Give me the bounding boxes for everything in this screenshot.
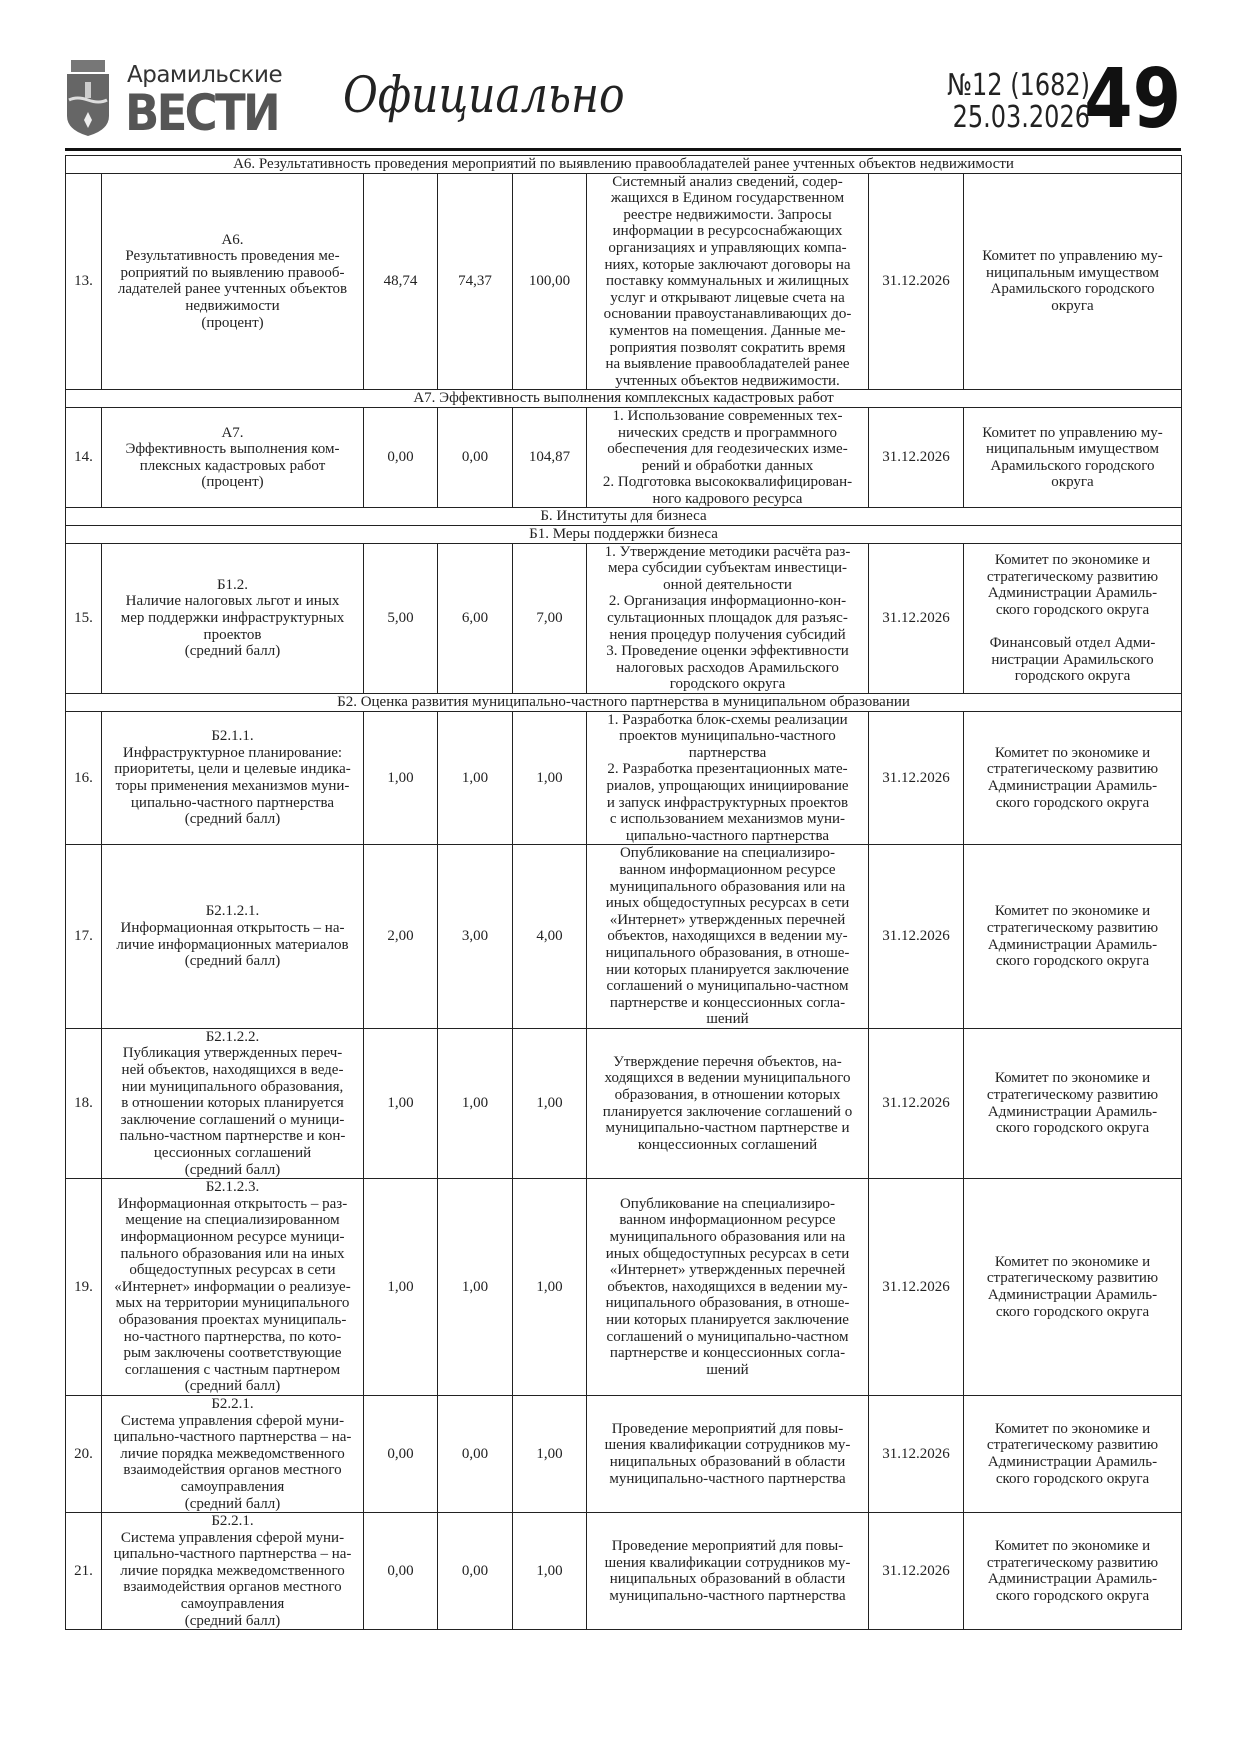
cell-action: 1. Разработка блок-схемы реализации проектов муниципально-частного партнерства 2. Разработка презентационных мате- риалов, упрощающих инициирование и запуск инфраструктурных проектов с использованием механизмов муни- ципально-частного партнерства (587, 711, 869, 845)
table-row (66, 173, 1182, 390)
cell-v1: 1,00 (364, 1028, 438, 1178)
cell-deadline: 31.12.2026 (869, 845, 964, 1029)
cell-v1: 2,00 (364, 845, 438, 1029)
issue-info (922, 70, 1090, 134)
page-number: 49 (1083, 52, 1181, 147)
cell-deadline: 31.12.2026 (869, 1028, 964, 1178)
cell-action: 1. Утверждение методики расчёта раз- мера субсидии субъектам инвестици- онной деятельности 2. Организация информационно-кон- сультационных площадок для разъяс- нения процедур получения субсидий 3. Проведение оценки эффективности налоговых расходов Арамильского городского округа (587, 543, 869, 693)
section-header: А6. Результативность проведения мероприятий по выявлению правообладателей ранее учтенных объектов недвижимости (66, 156, 1182, 174)
cell-responsible: Комитет по экономике и стратегическому развитию Администрации Арамиль- ского городского округа (964, 845, 1182, 1029)
cell-action: Проведение мероприятий для повы- шения квалификации сотрудников му- ниципальных образований в области муниципально-частного партнерства (587, 1513, 869, 1630)
cell-responsible: Комитет по экономике и стратегическому развитию Администрации Арамиль- ского городского округа (964, 1028, 1182, 1178)
section-header-row (66, 694, 1182, 712)
cell-v2: 0,00 (438, 407, 513, 508)
cell-deadline: 31.12.2026 (869, 1179, 964, 1396)
cell-responsible: Комитет по экономике и стратегическому развитию Администрации Арамиль- ского городского округа (964, 711, 1182, 845)
section-title: Официально (343, 66, 625, 124)
cell-v3: 1,00 (513, 711, 587, 845)
cell-responsible: Комитет по экономике и стратегическому развитию Администрации Арамиль- ского городского округа (964, 1179, 1182, 1396)
table-row (66, 845, 1182, 1029)
cell-v1: 0,00 (364, 407, 438, 508)
cell-action: 1. Использование современных тех- нических средств и программного обеспечения для геодезических изме- рений и обработки данных 2. Подготовка высококвалифицирован- ного кадрового ресурса (587, 407, 869, 508)
table-row (66, 711, 1182, 845)
issue-number: №12 (1682) (947, 68, 1090, 103)
cell-v1: 5,00 (364, 543, 438, 693)
cell-num: 13. (66, 173, 102, 390)
cell-v1: 48,74 (364, 173, 438, 390)
cell-deadline: 31.12.2026 (869, 173, 964, 390)
cell-indicator: А7. Эффективность выполнения ком- плексных кадастровых работ (процент) (102, 407, 364, 508)
indicators-table (65, 155, 1182, 1630)
cell-num: 17. (66, 845, 102, 1029)
cell-v3: 4,00 (513, 845, 587, 1029)
cell-v2: 1,00 (438, 1028, 513, 1178)
brand-name-line2: ВЕСТИ (125, 84, 278, 142)
cell-v3: 1,00 (513, 1513, 587, 1630)
cell-action: Опубликование на специализиро- ванном информационном ресурсе муниципального образования или на иных общедоступных ресурсах в сети «Интернет» утвержденных перечней объектов, находящихся в ведении му- ниципального образования, в отноше- нии которых планируется заключение соглашений о муниципально-частном партнерстве и концессионных согла- шений (587, 1179, 869, 1396)
cell-indicator: Б2.1.2.2. Публикация утвержденных переч- ней объектов, находящихся в веде- нии муниципального образования, в отношении которых планируется заключение соглашений о муници- пально-частном партнерстве и кон- цессионных соглашений (средний балл) (102, 1028, 364, 1178)
cell-deadline: 31.12.2026 (869, 543, 964, 693)
section-header: Б1. Меры поддержки бизнеса (66, 526, 1182, 544)
cell-responsible: Комитет по управлению му- ниципальным имуществом Арамильского городского округа (964, 407, 1182, 508)
section-header-row (66, 508, 1182, 526)
cell-v1: 1,00 (364, 711, 438, 845)
section-header: Б2. Оценка развития муниципально-частного партнерства в муниципальном образовании (66, 694, 1182, 712)
section-header: А7. Эффективность выполнения комплексных кадастровых работ (66, 390, 1182, 408)
table-row (66, 1513, 1182, 1630)
cell-v1: 0,00 (364, 1513, 438, 1630)
cell-indicator: Б2.2.1. Система управления сферой муни- ципально-частного партнерства – на- личие порядка межведомственного взаимодействия органов местного самоуправления (средний балл) (102, 1513, 364, 1630)
cell-v2: 0,00 (438, 1395, 513, 1512)
cell-v1: 0,00 (364, 1395, 438, 1512)
cell-v3: 1,00 (513, 1179, 587, 1396)
section-header-row (66, 390, 1182, 408)
header-divider (65, 148, 1181, 151)
cell-responsible: Комитет по экономике и стратегическому развитию Администрации Арамиль- ского городского округа (964, 1395, 1182, 1512)
masthead (65, 52, 1181, 148)
cell-num: 16. (66, 711, 102, 845)
cell-v3: 104,87 (513, 407, 587, 508)
table-row (66, 543, 1182, 693)
cell-v3: 1,00 (513, 1028, 587, 1178)
table-row (66, 1395, 1182, 1512)
table-row (66, 1028, 1182, 1178)
cell-num: 15. (66, 543, 102, 693)
cell-indicator: Б2.1.1. Инфраструктурное планирование: приоритеты, цели и целевые индика- торы применения механизмов муни- ципально-частного партнерства (средний балл) (102, 711, 364, 845)
cell-num: 18. (66, 1028, 102, 1178)
cell-v2: 1,00 (438, 711, 513, 845)
cell-v2: 3,00 (438, 845, 513, 1029)
brand-name-line1: Арамильские (127, 62, 283, 88)
cell-deadline: 31.12.2026 (869, 1395, 964, 1512)
cell-v3: 1,00 (513, 1395, 587, 1512)
cell-num: 14. (66, 407, 102, 508)
cell-indicator: Б2.2.1. Система управления сферой муни- ципально-частного партнерства – на- личие порядка межведомственного взаимодействия органов местного самоуправления (средний балл) (102, 1395, 364, 1512)
section-header-row (66, 526, 1182, 544)
table-row (66, 1179, 1182, 1396)
cell-indicator: Б1.2. Наличие налоговых льгот и иных мер поддержки инфраструктурных проектов (средний балл) (102, 543, 364, 693)
cell-v3: 7,00 (513, 543, 587, 693)
cell-num: 20. (66, 1395, 102, 1512)
cell-responsible: Комитет по экономике и стратегическому развитию Администрации Арамиль- ского городского округа (964, 1513, 1182, 1630)
cell-action: Утверждение перечня объектов, на- ходящихся в ведении муниципального образования, в отношении которых планируется заключение соглашений о муниципально-частном партнерстве и концессионных соглашений (587, 1028, 869, 1178)
cell-v2: 1,00 (438, 1179, 513, 1396)
cell-deadline: 31.12.2026 (869, 407, 964, 508)
cell-action: Опубликование на специализиро- ванном информационном ресурсе муниципального образования или на иных общедоступных ресурсах в сети «Интернет» утвержденных перечней объектов, находящихся в ведении му- ниципального образования, в отноше- нии которых планируется заключение соглашений о муниципально-частном партнерстве и концессионных согла- шений (587, 845, 869, 1029)
cell-indicator: Б2.1.2.3. Информационная открытость – раз- мещение на специализированном информационном ресурсе муници- пального образования или на иных общедоступных ресурсах в сети «Интернет» информации о реализуе- мых на территории муниципального образования проектах муниципаль- но-частного партнерства, по кото- рым заключены соответствующие соглашения с частным партнером (средний балл) (102, 1179, 364, 1396)
issue-date: 25.03.2026 (952, 100, 1090, 135)
cell-action: Системный анализ сведений, содер- жащихся в Едином государственном реестре недвижимости. Запросы информации в ресурсоснабжающих организациях и управляющих компа- ниях, которые заключают договоры на поставку коммунальных и жилищных услуг и открывают лицевые счета на основании правоустанавливающих до- кументов на помещения. Данные ме- роприятия позволят сократить время на выявление правообладателей ранее учтенных объектов недвижимости. (587, 173, 869, 390)
cell-indicator: А6. Результативность проведения ме- роприятий по выявлению правооб- ладателей ранее учтенных объектов недвижимости (процент) (102, 173, 364, 390)
section-header: Б. Институты для бизнеса (66, 508, 1182, 526)
cell-deadline: 31.12.2026 (869, 1513, 964, 1630)
cell-responsible: Комитет по управлению му- ниципальным имуществом Арамильского городского округа (964, 173, 1182, 390)
cell-indicator: Б2.1.2.1. Информационная открытость – на- личие информационных материалов (средний балл) (102, 845, 364, 1029)
table-row (66, 407, 1182, 508)
cell-v2: 0,00 (438, 1513, 513, 1630)
cell-responsible: Комитет по экономике и стратегическому развитию Администрации Арамиль- ского городского округа Финансовый отдел Адми- нистрации Арамильского городского округа (964, 543, 1182, 693)
cell-action: Проведение мероприятий для повы- шения квалификации сотрудников му- ниципальных образований в области муниципально-частного партнерства (587, 1395, 869, 1512)
cell-num: 21. (66, 1513, 102, 1630)
city-crest-icon (65, 60, 111, 136)
cell-v3: 100,00 (513, 173, 587, 390)
cell-v1: 1,00 (364, 1179, 438, 1396)
cell-v2: 74,37 (438, 173, 513, 390)
cell-deadline: 31.12.2026 (869, 711, 964, 845)
section-header-row (66, 156, 1182, 174)
cell-v2: 6,00 (438, 543, 513, 693)
cell-num: 19. (66, 1179, 102, 1396)
